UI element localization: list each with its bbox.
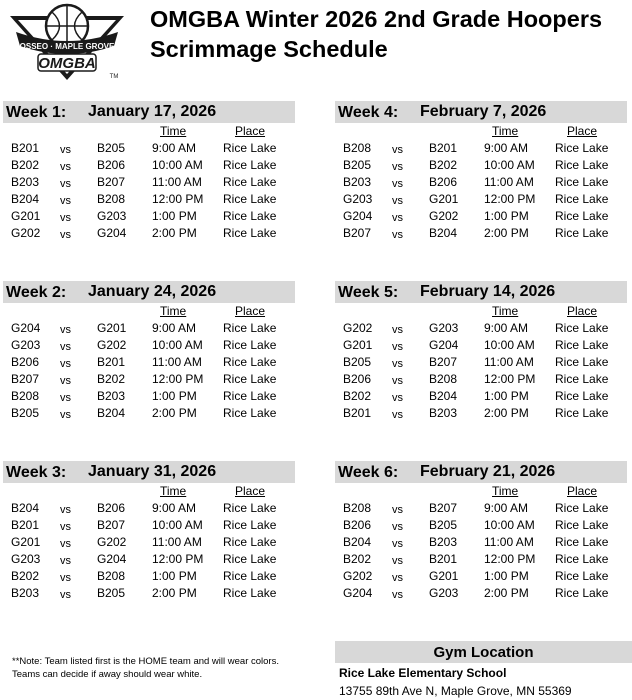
game-place: Rice Lake xyxy=(555,158,609,172)
game-row xyxy=(3,174,295,191)
time-column-header: Time xyxy=(492,304,519,318)
game-row xyxy=(335,371,627,388)
game-time: 10:00 AM xyxy=(152,338,203,352)
game-time: 9:00 AM xyxy=(484,501,529,515)
home-team: G204 xyxy=(343,209,373,223)
away-team: B205 xyxy=(97,141,126,155)
place-column-header: Place xyxy=(235,304,266,318)
game-row xyxy=(335,320,627,337)
game-place: Rice Lake xyxy=(555,175,609,189)
home-team: B208 xyxy=(11,389,40,403)
week-label: Week 2: xyxy=(6,284,67,301)
game-place: Rice Lake xyxy=(555,338,609,352)
game-time: 11:00 AM xyxy=(484,355,534,369)
gym-location xyxy=(335,641,632,700)
away-team: B207 xyxy=(97,175,126,189)
time-column-header: Time xyxy=(160,124,187,138)
game-row xyxy=(3,140,295,157)
home-team: G202 xyxy=(11,226,41,240)
game-time: 11:00 AM xyxy=(484,535,534,549)
game-row xyxy=(3,337,295,354)
game-time: 9:00 AM xyxy=(484,141,529,155)
time-column-header: Time xyxy=(160,484,187,498)
vs-label: vs xyxy=(60,341,71,353)
away-team: B205 xyxy=(97,586,126,600)
gym-address: 13755 89th Ave N, Maple Grove, MN 55369 xyxy=(339,684,572,698)
vs-label: vs xyxy=(60,555,71,567)
game-place: Rice Lake xyxy=(555,372,609,386)
week-block xyxy=(335,461,627,602)
gym-name: Rice Lake Elementary School xyxy=(339,666,507,680)
home-team-note: **Note: Team listed first is the HOME team and will wear colors. Teams can decide if away should wear white. xyxy=(12,656,279,680)
home-team: B202 xyxy=(11,569,40,583)
home-team: B208 xyxy=(343,501,372,515)
game-time: 1:00 PM xyxy=(152,569,197,583)
game-row xyxy=(335,517,627,534)
home-team: G202 xyxy=(343,569,373,583)
game-time: 2:00 PM xyxy=(152,406,197,420)
vs-label: vs xyxy=(60,212,71,224)
game-place: Rice Lake xyxy=(555,321,609,335)
logo-brand-text: OMGBA xyxy=(38,55,96,72)
vs-label: vs xyxy=(392,358,403,370)
away-team: G204 xyxy=(97,226,127,240)
game-place: Rice Lake xyxy=(223,355,277,369)
place-column-header: Place xyxy=(235,484,266,498)
title-line-1: OMGBA Winter 2026 2nd Grade Hoopers xyxy=(150,6,603,32)
game-time: 2:00 PM xyxy=(484,586,529,600)
game-row xyxy=(3,500,295,517)
place-column-header: Place xyxy=(567,484,598,498)
vs-label: vs xyxy=(392,375,403,387)
away-team: B202 xyxy=(429,158,458,172)
vs-label: vs xyxy=(60,521,71,533)
game-place: Rice Lake xyxy=(555,141,609,155)
game-row xyxy=(335,534,627,551)
home-team: G204 xyxy=(343,586,373,600)
game-place: Rice Lake xyxy=(555,518,609,532)
game-time: 2:00 PM xyxy=(484,226,529,240)
home-team: B201 xyxy=(343,406,372,420)
game-place: Rice Lake xyxy=(555,355,609,369)
game-row xyxy=(3,585,295,602)
game-place: Rice Lake xyxy=(223,158,277,172)
game-place: Rice Lake xyxy=(223,226,277,240)
home-team: G202 xyxy=(343,321,373,335)
away-team: B201 xyxy=(429,141,458,155)
game-row xyxy=(3,225,295,242)
away-team: B204 xyxy=(429,226,458,240)
omgba-logo xyxy=(8,2,126,82)
game-row xyxy=(335,405,627,422)
game-place: Rice Lake xyxy=(555,552,609,566)
away-team: G203 xyxy=(429,586,459,600)
home-team: B208 xyxy=(343,141,372,155)
week-header xyxy=(335,281,627,303)
home-team: G201 xyxy=(11,535,41,549)
game-time: 1:00 PM xyxy=(152,209,197,223)
vs-label: vs xyxy=(60,161,71,173)
away-team: G201 xyxy=(429,192,459,206)
game-row xyxy=(3,405,295,422)
away-team: B201 xyxy=(429,552,458,566)
place-column-header: Place xyxy=(235,124,266,138)
home-team: B204 xyxy=(343,535,372,549)
game-place: Rice Lake xyxy=(223,406,277,420)
week-label: Week 1: xyxy=(6,104,67,121)
game-time: 11:00 AM xyxy=(152,175,202,189)
game-time: 12:00 PM xyxy=(152,372,204,386)
game-time: 9:00 AM xyxy=(152,321,197,335)
week-header xyxy=(3,281,295,303)
game-place: Rice Lake xyxy=(223,209,277,223)
away-team: B206 xyxy=(429,175,458,189)
week-header xyxy=(335,101,627,123)
away-team: B207 xyxy=(429,355,458,369)
game-place: Rice Lake xyxy=(555,586,609,600)
game-time: 10:00 AM xyxy=(484,158,535,172)
game-place: Rice Lake xyxy=(223,321,277,335)
game-row xyxy=(3,388,295,405)
away-team: B205 xyxy=(429,518,458,532)
game-row xyxy=(3,551,295,568)
game-row xyxy=(335,157,627,174)
home-team: G201 xyxy=(11,209,41,223)
game-row xyxy=(3,568,295,585)
game-place: Rice Lake xyxy=(223,569,277,583)
home-team: G203 xyxy=(11,552,41,566)
game-place: Rice Lake xyxy=(223,338,277,352)
game-row xyxy=(3,517,295,534)
column-headers xyxy=(3,303,295,320)
game-time: 10:00 AM xyxy=(152,158,203,172)
game-row xyxy=(335,585,627,602)
week-date: February 14, 2026 xyxy=(420,283,556,300)
week-label: Week 6: xyxy=(338,464,399,481)
game-place: Rice Lake xyxy=(223,192,277,206)
game-time: 12:00 PM xyxy=(484,192,536,206)
game-row xyxy=(335,225,627,242)
game-time: 9:00 AM xyxy=(484,321,529,335)
game-place: Rice Lake xyxy=(223,141,277,155)
game-time: 12:00 PM xyxy=(484,552,536,566)
game-place: Rice Lake xyxy=(223,372,277,386)
vs-label: vs xyxy=(60,229,71,241)
game-row xyxy=(3,371,295,388)
away-team: G201 xyxy=(429,569,459,583)
game-place: Rice Lake xyxy=(223,518,277,532)
away-team: B203 xyxy=(429,535,458,549)
week-label: Week 3: xyxy=(6,464,67,481)
vs-label: vs xyxy=(392,504,403,516)
home-team: B202 xyxy=(343,552,372,566)
place-column-header: Place xyxy=(567,304,598,318)
vs-label: vs xyxy=(60,144,71,156)
game-time: 11:00 AM xyxy=(152,355,202,369)
column-headers xyxy=(335,303,627,320)
vs-label: vs xyxy=(60,392,71,404)
away-team: B208 xyxy=(97,192,126,206)
away-team: G203 xyxy=(97,209,127,223)
game-row xyxy=(3,354,295,371)
week-header xyxy=(335,461,627,483)
home-team: B202 xyxy=(11,158,40,172)
week-label: Week 4: xyxy=(338,104,399,121)
game-row xyxy=(3,191,295,208)
home-team: B206 xyxy=(343,372,372,386)
vs-label: vs xyxy=(392,144,403,156)
away-team: G202 xyxy=(97,338,127,352)
vs-label: vs xyxy=(392,572,403,584)
vs-label: vs xyxy=(392,195,403,207)
vs-label: vs xyxy=(60,178,71,190)
game-time: 11:00 AM xyxy=(152,535,202,549)
away-team: B208 xyxy=(97,569,126,583)
place-column-header: Place xyxy=(567,124,598,138)
home-team: B207 xyxy=(11,372,40,386)
vs-label: vs xyxy=(392,589,403,601)
game-place: Rice Lake xyxy=(555,535,609,549)
away-team: G204 xyxy=(97,552,127,566)
game-place: Rice Lake xyxy=(555,406,609,420)
home-team: B204 xyxy=(11,501,40,515)
week-block xyxy=(3,461,295,602)
game-time: 2:00 PM xyxy=(152,226,197,240)
column-headers xyxy=(335,123,627,140)
vs-label: vs xyxy=(60,589,71,601)
home-team: G204 xyxy=(11,321,41,335)
away-team: B204 xyxy=(97,406,126,420)
time-column-header: Time xyxy=(492,484,519,498)
week-date: January 31, 2026 xyxy=(88,463,217,480)
week-date: February 7, 2026 xyxy=(420,103,547,120)
game-time: 11:00 AM xyxy=(484,175,534,189)
week-label: Week 5: xyxy=(338,284,399,301)
home-team: B205 xyxy=(343,355,372,369)
game-row xyxy=(335,388,627,405)
home-team: B202 xyxy=(343,389,372,403)
game-place: Rice Lake xyxy=(555,226,609,240)
game-row xyxy=(335,354,627,371)
game-place: Rice Lake xyxy=(223,501,277,515)
home-team: G201 xyxy=(343,338,373,352)
home-team: G203 xyxy=(11,338,41,352)
game-row xyxy=(335,208,627,225)
time-column-header: Time xyxy=(160,304,187,318)
game-place: Rice Lake xyxy=(223,552,277,566)
gym-location-header: Gym Location xyxy=(335,641,632,663)
away-team: B203 xyxy=(429,406,458,420)
away-team: B202 xyxy=(97,372,126,386)
home-team: B206 xyxy=(11,355,40,369)
vs-label: vs xyxy=(392,555,403,567)
vs-label: vs xyxy=(60,358,71,370)
game-row xyxy=(335,500,627,517)
column-headers xyxy=(335,483,627,500)
home-team: B207 xyxy=(343,226,372,240)
column-headers xyxy=(3,483,295,500)
game-row xyxy=(3,157,295,174)
vs-label: vs xyxy=(60,504,71,516)
away-team: B203 xyxy=(97,389,126,403)
game-time: 1:00 PM xyxy=(484,569,529,583)
game-place: Rice Lake xyxy=(555,192,609,206)
game-place: Rice Lake xyxy=(223,389,277,403)
game-time: 1:00 PM xyxy=(484,389,529,403)
game-time: 12:00 PM xyxy=(152,552,204,566)
home-team: B205 xyxy=(11,406,40,420)
game-time: 1:00 PM xyxy=(484,209,529,223)
game-place: Rice Lake xyxy=(223,535,277,549)
game-time: 9:00 AM xyxy=(152,501,197,515)
vs-label: vs xyxy=(392,521,403,533)
game-row xyxy=(335,174,627,191)
game-row xyxy=(335,140,627,157)
home-team: B201 xyxy=(11,518,40,532)
vs-label: vs xyxy=(392,392,403,404)
game-time: 10:00 AM xyxy=(484,518,535,532)
away-team: G202 xyxy=(97,535,127,549)
week-block xyxy=(3,281,295,422)
time-column-header: Time xyxy=(492,124,519,138)
vs-label: vs xyxy=(392,409,403,421)
away-team: B201 xyxy=(97,355,126,369)
home-team: B201 xyxy=(11,141,40,155)
week-header xyxy=(3,101,295,123)
game-time: 10:00 AM xyxy=(152,518,203,532)
vs-label: vs xyxy=(392,212,403,224)
home-team: B206 xyxy=(343,518,372,532)
vs-label: vs xyxy=(392,178,403,190)
game-time: 2:00 PM xyxy=(484,406,529,420)
game-place: Rice Lake xyxy=(223,175,277,189)
vs-label: vs xyxy=(60,195,71,207)
game-time: 12:00 PM xyxy=(484,372,536,386)
week-date: February 21, 2026 xyxy=(420,463,556,480)
game-time: 12:00 PM xyxy=(152,192,204,206)
away-team: B208 xyxy=(429,372,458,386)
week-block xyxy=(335,101,627,242)
vs-label: vs xyxy=(392,324,403,336)
vs-label: vs xyxy=(392,341,403,353)
home-team: B204 xyxy=(11,192,40,206)
game-row xyxy=(335,191,627,208)
vs-label: vs xyxy=(60,538,71,550)
game-row xyxy=(3,320,295,337)
away-team: B206 xyxy=(97,501,126,515)
week-date: January 24, 2026 xyxy=(88,283,217,300)
away-team: G202 xyxy=(429,209,459,223)
vs-label: vs xyxy=(392,538,403,550)
away-team: B207 xyxy=(429,501,458,515)
game-time: 2:00 PM xyxy=(152,586,197,600)
game-place: Rice Lake xyxy=(555,501,609,515)
vs-label: vs xyxy=(392,229,403,241)
logo-top-text: OSSEO · MAPLE GROVE xyxy=(19,42,115,51)
game-row xyxy=(335,551,627,568)
game-place: Rice Lake xyxy=(555,389,609,403)
vs-label: vs xyxy=(60,409,71,421)
game-row xyxy=(335,568,627,585)
game-place: Rice Lake xyxy=(555,569,609,583)
logo-trademark: TM xyxy=(109,74,119,80)
home-team: B203 xyxy=(11,175,40,189)
away-team: G201 xyxy=(97,321,127,335)
home-team: B203 xyxy=(343,175,372,189)
game-row xyxy=(3,208,295,225)
away-team: B204 xyxy=(429,389,458,403)
vs-label: vs xyxy=(60,572,71,584)
away-team: G204 xyxy=(429,338,459,352)
home-team: G203 xyxy=(343,192,373,206)
away-team: B206 xyxy=(97,158,126,172)
game-place: Rice Lake xyxy=(223,586,277,600)
game-row xyxy=(335,337,627,354)
week-block xyxy=(3,101,295,242)
vs-label: vs xyxy=(60,324,71,336)
game-time: 9:00 AM xyxy=(152,141,197,155)
home-team: B205 xyxy=(343,158,372,172)
column-headers xyxy=(3,123,295,140)
away-team: B207 xyxy=(97,518,126,532)
away-team: G203 xyxy=(429,321,459,335)
week-block xyxy=(335,281,627,422)
game-time: 10:00 AM xyxy=(484,338,535,352)
vs-label: vs xyxy=(392,161,403,173)
page-title xyxy=(150,4,632,64)
home-team: B203 xyxy=(11,586,40,600)
week-header xyxy=(3,461,295,483)
game-place: Rice Lake xyxy=(555,209,609,223)
title-line-2: Scrimmage Schedule xyxy=(150,36,388,62)
week-date: January 17, 2026 xyxy=(88,103,217,120)
game-row xyxy=(3,534,295,551)
game-time: 1:00 PM xyxy=(152,389,197,403)
vs-label: vs xyxy=(60,375,71,387)
